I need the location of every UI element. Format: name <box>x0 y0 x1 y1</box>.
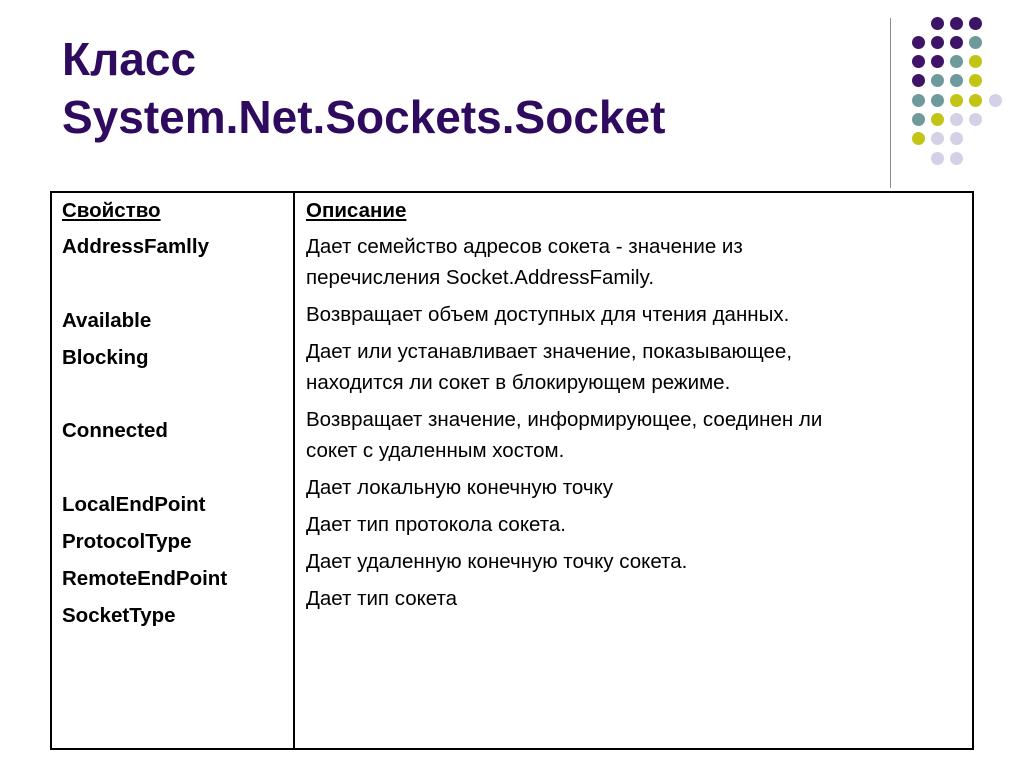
slide-title <box>62 30 665 146</box>
properties-table <box>50 191 974 750</box>
decorative-dot <box>969 55 982 68</box>
description-line: Дает или устанавливает значение, показывающее, <box>306 340 793 363</box>
description-line: Возвращает значение, информирующее, соединен ли <box>306 408 823 431</box>
decorative-dot <box>912 36 925 49</box>
property-name: RemoteEndPoint <box>62 567 228 590</box>
description-line: находится ли сокет в блокирующем режиме. <box>306 371 731 394</box>
property-column-header: Свойство <box>62 199 161 222</box>
decorative-dot <box>950 36 963 49</box>
decorative-dot <box>969 94 982 107</box>
decorative-dot <box>950 74 963 87</box>
description-line: Дает семейство адресов сокета - значение из <box>306 235 743 258</box>
slide-title-line-1: Класс <box>62 33 197 85</box>
decorative-dot <box>969 36 982 49</box>
property-name: AddressFamlly <box>62 235 209 258</box>
property-column <box>52 193 295 748</box>
decorative-dot <box>989 94 1002 107</box>
property-name: Blocking <box>62 346 149 369</box>
decorative-dot <box>912 113 925 126</box>
decorative-dot <box>931 36 944 49</box>
description-column-header: Описание <box>306 199 407 222</box>
property-name: LocalEndPoint <box>62 493 206 516</box>
decorative-dot <box>912 132 925 145</box>
property-name: ProtocolType <box>62 530 192 553</box>
description-line: сокет с удаленным хостом. <box>306 439 565 462</box>
decorative-dot <box>931 55 944 68</box>
decorative-dot <box>931 74 944 87</box>
decorative-dot <box>931 132 944 145</box>
description-line: Дает удаленную конечную точку сокета. <box>306 550 688 573</box>
property-name: Available <box>62 309 152 332</box>
slide-title-line-2: System.Net.Sockets.Socket <box>62 91 666 143</box>
decorative-dot <box>969 17 982 30</box>
description-line: Дает локальную конечную точку <box>306 476 613 499</box>
description-line: Дает тип протокола сокета. <box>306 513 567 536</box>
description-line: перечисления Socket.AddressFamily. <box>306 266 655 289</box>
decorative-dot <box>950 132 963 145</box>
decorative-dot <box>950 113 963 126</box>
decorative-dot <box>969 113 982 126</box>
property-name: Connected <box>62 419 168 442</box>
decorative-dot <box>950 94 963 107</box>
description-column <box>295 193 972 748</box>
decorative-dot <box>931 17 944 30</box>
decorative-dot <box>950 152 963 165</box>
decorative-dot <box>931 94 944 107</box>
decorative-dot <box>912 94 925 107</box>
property-name: SocketType <box>62 604 176 627</box>
decorative-dot <box>950 55 963 68</box>
decorative-dot <box>912 74 925 87</box>
decorative-dot <box>931 113 944 126</box>
decorative-dot <box>950 17 963 30</box>
decorative-dot <box>912 55 925 68</box>
title-divider <box>890 18 891 188</box>
description-line: Дает тип сокета <box>306 587 458 610</box>
description-line: Возвращает объем доступных для чтения данных. <box>306 303 790 326</box>
decorative-dot <box>969 74 982 87</box>
decorative-dot <box>931 152 944 165</box>
